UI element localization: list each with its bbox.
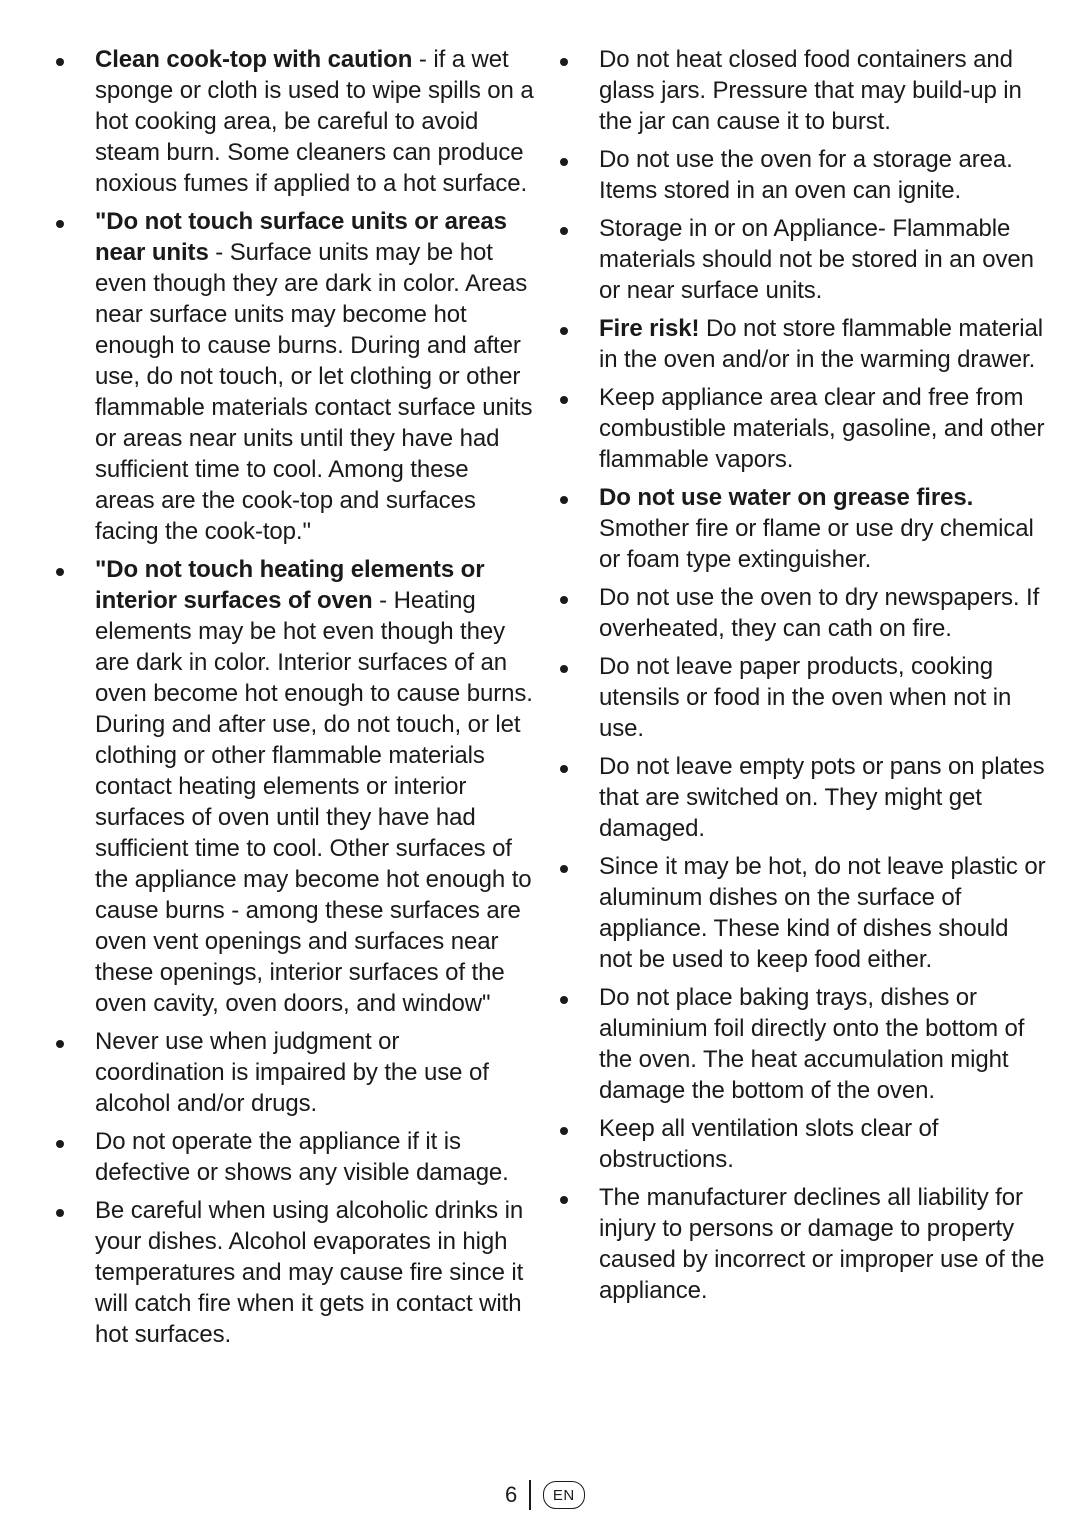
bullet-item (556, 751, 1046, 844)
bullet-text: - if a wet sponge or cloth is used to wipe spills on a hot cooking area, be careful to avoid steam burn. Some cleaners can produce noxious fumes if applied to a hot surface. (95, 46, 534, 197)
footer-divider (529, 1480, 531, 1510)
bullet-text: Be careful when using alcoholic drinks in your dishes. Alcohol evaporates in high temperatures and may cause fire since it will catch fire when it gets in contact with hot surfaces. (95, 1197, 524, 1348)
bullet-text: The manufacturer declines all liability for injury to persons or damage to property caused by incorrect or improper use of the appliance. (599, 1184, 1045, 1304)
bullet-item (556, 213, 1046, 306)
bullet-item (556, 144, 1046, 206)
bullet-text: Keep appliance area clear and free from combustible materials, gasoline, and other flammable vapors. (599, 384, 1045, 473)
page-number: 6 (505, 1482, 518, 1507)
bullet-text: Do not leave paper products, cooking utensils or food in the oven when not in use. (599, 653, 1012, 742)
bullet-text: Do not use the oven for a storage area. Items stored in an oven can ignite. (599, 146, 1013, 204)
bullet-bold-text: Clean cook-top with caution (95, 46, 413, 73)
left-bullet-list (52, 44, 534, 1350)
bullet-text: - Surface units may be hot even though they are dark in color. Areas near surface units may become hot enough to cause burns. During and after use, do not touch, or let clothing or other flammable materials contact surface units or areas near units until they have had sufficient time to cool. Among these areas are the cook-top and surfaces facing the cook-top." (95, 239, 533, 545)
right-column (556, 44, 1046, 1313)
right-bullet-list (556, 44, 1046, 1306)
bullet-text: Do not operate the appliance if it is defective or shows any visible damage. (95, 1128, 509, 1186)
bullet-item (52, 44, 534, 199)
bullet-item (52, 1026, 534, 1119)
bullet-item (556, 1182, 1046, 1306)
bullet-text: Storage in or on Appliance- Flammable materials should not be stored in an oven or near surface units. (599, 215, 1034, 304)
bullet-text: Never use when judgment or coordination is impaired by the use of alcohol and/or drugs. (95, 1028, 489, 1117)
bullet-item (556, 1113, 1046, 1175)
bullet-bold-text: Fire risk! (599, 315, 700, 342)
page-footer (505, 1478, 585, 1512)
bullet-item (556, 651, 1046, 744)
bullet-item (52, 1195, 534, 1350)
bullet-text: Do not leave empty pots or pans on plates that are switched on. They might get damaged. (599, 753, 1045, 842)
bullet-bold-text: Do not use water on grease fires. (599, 484, 974, 511)
bullet-item (556, 982, 1046, 1106)
bullet-item (556, 582, 1046, 644)
bullet-item (556, 313, 1046, 375)
bullet-text: Do not place baking trays, dishes or aluminium foil directly onto the bottom of the oven. The heat accumulation might damage the bottom of the oven. (599, 984, 1025, 1104)
bullet-item (556, 851, 1046, 975)
bullet-text: Keep all ventilation slots clear of obstructions. (599, 1115, 939, 1173)
bullet-bold-text: "Do not touch heating elements or interior surfaces of oven (95, 556, 485, 614)
bullet-item (556, 482, 1046, 575)
bullet-text: Since it may be hot, do not leave plastic or aluminum dishes on the surface of appliance. These kind of dishes should not be used to keep food either. (599, 853, 1046, 973)
bullet-text: Do not use the oven to dry newspapers. If overheated, they can cath on fire. (599, 584, 1040, 642)
bullet-bold-text: "Do not touch surface units or areas near units (95, 208, 507, 266)
bullet-item (556, 382, 1046, 475)
bullet-text: Do not store flammable material in the oven and/or in the warming drawer. (599, 315, 1043, 373)
bullet-item (52, 206, 534, 547)
bullet-text: - Heating elements may be hot even though they are dark in color. Interior surfaces of an oven become hot enough to cause burns. During and after use, do not touch, or let clothing or other flammable materials contact heating elements or interior surfaces of oven until they have had sufficient time to cool. Other surfaces of the appliance may become hot enough to cause burns - among these surfaces are oven vent openings and surfaces near these openings, interior surfaces of the oven cavity, oven doors, and window" (95, 587, 533, 1017)
bullet-item (52, 1126, 534, 1188)
left-column (52, 44, 534, 1357)
language-badge: EN (543, 1481, 585, 1509)
bullet-item (556, 44, 1046, 137)
bullet-text: Do not heat closed food containers and glass jars. Pressure that may build-up in the jar can cause it to burst. (599, 46, 1022, 135)
bullet-text: Smother fire or flame or use dry chemical or foam type extinguisher. (599, 515, 1034, 573)
bullet-item (52, 554, 534, 1019)
